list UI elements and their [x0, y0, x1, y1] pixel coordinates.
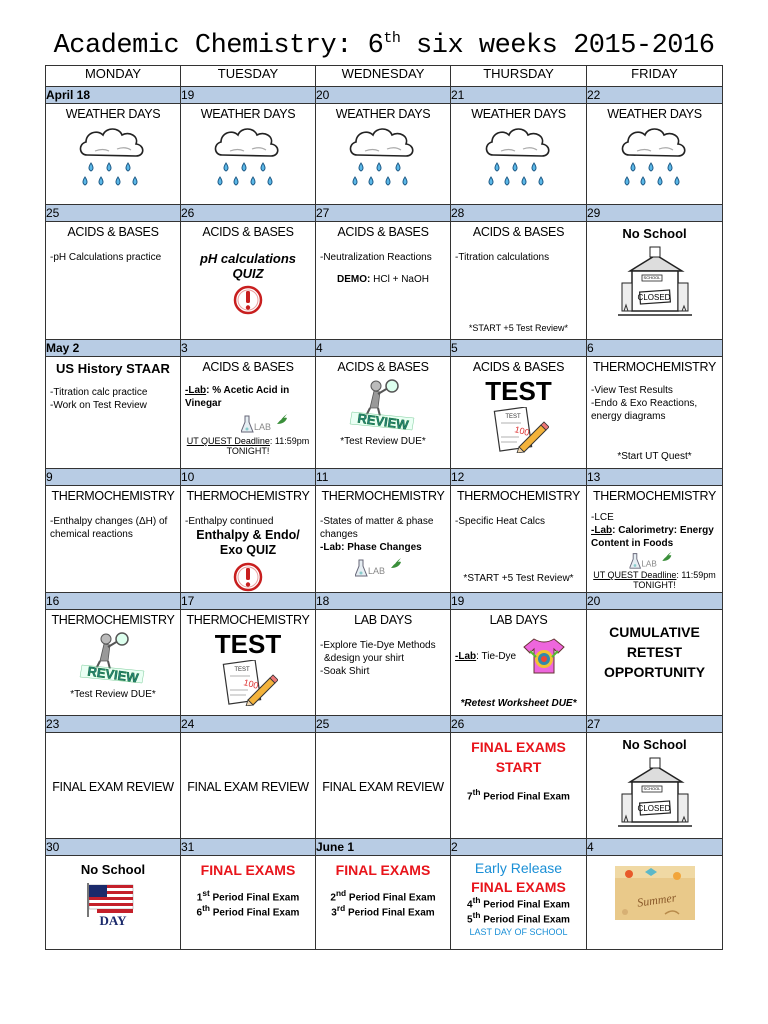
svg-text:REVIEW: REVIEW — [356, 410, 410, 433]
day-cell — [46, 104, 181, 205]
quiz-label: QUIZ — [232, 266, 264, 281]
subject-label: ACIDS & BASES — [337, 225, 429, 239]
day-cell — [181, 733, 316, 839]
day-cell — [181, 104, 316, 205]
date-number: 2 — [451, 839, 587, 856]
lab-title: : % Acetic Acid in Vinegar — [185, 385, 290, 409]
date-number: 27 — [316, 205, 451, 222]
date-row — [46, 205, 723, 222]
date-number: 5 — [451, 340, 587, 357]
activity-text: -View Test Results — [591, 385, 673, 396]
period-exam: 1st Period Final Exam — [196, 888, 300, 904]
day-friday: FRIDAY — [587, 66, 723, 87]
test-paper-icon — [218, 660, 278, 706]
date-number: 23 — [46, 716, 181, 733]
date-number: 26 — [451, 716, 587, 733]
day-thursday: THURSDAY — [451, 66, 587, 87]
subject-label: LAB DAYS — [354, 613, 412, 627]
subject-label: THERMOCHEMISTRY — [592, 489, 717, 503]
date-number: 12 — [451, 469, 587, 486]
activity-text: -Titration calc practice — [50, 387, 148, 398]
period-exam: 6th Period Final Exam — [196, 903, 300, 919]
day-cell — [181, 357, 316, 469]
date-number: 20 — [316, 87, 451, 104]
date-row — [46, 839, 723, 856]
final-exams-start: START — [495, 759, 542, 775]
review-icon — [78, 631, 148, 687]
weather-days-label: WEATHER DAYS — [471, 107, 566, 121]
subject-label: THERMOCHEMISTRY — [51, 613, 175, 627]
day-cell — [316, 733, 451, 839]
day-cell — [316, 610, 451, 716]
calendar-table — [45, 65, 723, 950]
day-wednesday: WEDNESDAY — [316, 66, 451, 87]
school-closed-icon — [616, 756, 694, 834]
date-number: 25 — [316, 716, 451, 733]
day-cell — [46, 486, 181, 593]
day-cell — [587, 486, 723, 593]
demo-label: DEMO: — [337, 274, 371, 285]
week-row — [46, 486, 723, 593]
day-cell — [587, 357, 723, 469]
page-title: Academic Chemistry: 6th six weeks 2015-2016 — [53, 30, 715, 61]
date-number: 9 — [46, 469, 181, 486]
svg-text:TEST: TEST — [504, 414, 521, 420]
day-monday: MONDAY — [46, 66, 181, 87]
svg-text:100: 100 — [242, 677, 260, 691]
svg-text:LAB: LAB — [640, 559, 657, 569]
subject-label: THERMOCHEMISTRY — [186, 489, 310, 503]
day-cell — [316, 486, 451, 593]
subject-label: THERMOCHEMISTRY — [592, 360, 717, 374]
final-review-label: FINAL EXAM REVIEW — [52, 780, 174, 794]
deadline-note: TONIGHT! — [633, 580, 676, 590]
memorial-day-icon — [83, 881, 143, 929]
test-paper-icon — [489, 407, 549, 453]
activity-text: -Specific Heat Calcs — [455, 516, 546, 527]
date-number: 19 — [451, 593, 587, 610]
svg-text:100: 100 — [512, 424, 531, 438]
svg-text:Summer: Summer — [635, 890, 677, 910]
day-cell — [46, 733, 181, 839]
day-cell — [181, 222, 316, 340]
day-cell — [587, 104, 723, 205]
final-exams-label: FINAL EXAMS — [335, 862, 431, 878]
activity-text: -Explore Tie-Dye Methods — [320, 640, 436, 651]
subject-label: THERMOCHEMISTRY — [456, 489, 581, 503]
day-cell — [451, 856, 587, 950]
date-number: 27 — [587, 716, 723, 733]
tie-dye-shirt-icon — [522, 637, 566, 675]
final-exams-label: FINAL EXAMS — [471, 879, 566, 895]
weather-days-label: WEATHER DAYS — [335, 107, 431, 121]
date-number: 3 — [181, 340, 316, 357]
date-number: 29 — [587, 205, 723, 222]
date-number: 31 — [181, 839, 316, 856]
subject-label: ACIDS & BASES — [472, 360, 565, 374]
day-cell — [316, 104, 451, 205]
date-number: 13 — [587, 469, 723, 486]
deadline-time: : 11:59pm — [676, 570, 716, 580]
activity-text: -Neutralization Reactions — [320, 252, 432, 263]
week-row — [46, 357, 723, 469]
day-cell — [46, 856, 181, 950]
activity-text: -pH Calculations practice — [50, 252, 162, 263]
date-number: May 2 — [46, 340, 181, 357]
svg-text:DAY: DAY — [99, 913, 127, 928]
summer-beach-icon — [615, 866, 695, 920]
deadline-time: : 11:59pm — [269, 436, 310, 446]
lab-icon — [627, 550, 683, 570]
day-cell — [46, 610, 181, 716]
activity-text: -Endo & Exo Reactions, energy diagrams — [591, 398, 698, 422]
final-review-label: FINAL EXAM REVIEW — [322, 780, 444, 794]
activity-text: -Enthalpy continued — [185, 516, 274, 527]
week-row — [46, 610, 723, 716]
week-row — [46, 222, 723, 340]
date-number: 21 — [451, 87, 587, 104]
review-note: *START +5 Test Review* — [468, 323, 569, 333]
date-number: 18 — [316, 593, 451, 610]
activity-text: -LCE — [591, 512, 614, 523]
last-day-label: LAST DAY OF SCHOOL — [469, 926, 568, 937]
svg-text:LAB: LAB — [254, 422, 272, 432]
lab-label: -Lab — [455, 650, 477, 662]
day-cell — [181, 610, 316, 716]
final-exams-label: FINAL EXAMS — [471, 739, 566, 755]
activity-text: -States of matter & phase changes — [320, 516, 434, 540]
day-tuesday: TUESDAY — [181, 66, 316, 87]
lab-label: -Lab — [591, 525, 613, 536]
period-exam: 2nd Period Final Exam — [330, 888, 436, 904]
date-row — [46, 340, 723, 357]
svg-text:SCHOOL: SCHOOL — [643, 786, 660, 791]
date-number: 10 — [181, 469, 316, 486]
day-cell — [451, 486, 587, 593]
review-icon — [348, 378, 418, 434]
start-note: *Start UT Quest* — [617, 451, 692, 462]
date-row — [46, 716, 723, 733]
deadline-label: UT QUEST Deadline — [593, 570, 677, 580]
svg-text:TEST: TEST — [234, 667, 250, 673]
week-row — [46, 104, 723, 205]
subject-label: THERMOCHEMISTRY — [321, 489, 445, 503]
activity-text: -Work on Test Review — [50, 400, 147, 411]
subject-label: ACIDS & BASES — [202, 225, 294, 239]
day-cell — [451, 357, 587, 469]
day-cell — [451, 610, 587, 716]
subject-label: ACIDS & BASES — [67, 225, 159, 239]
period-exam: 7th Period Final Exam — [467, 787, 570, 803]
activity-text: -Soak Shirt — [320, 666, 370, 677]
day-cell — [316, 856, 451, 950]
rain-cloud-icon — [615, 125, 695, 191]
deadline-label: UT QUEST Deadline — [186, 436, 270, 446]
rain-cloud-icon — [73, 125, 153, 191]
deadline-note: TONIGHT! — [226, 446, 270, 456]
svg-text:LAB: LAB — [368, 566, 386, 576]
svg-text:CLOSED: CLOSED — [637, 293, 670, 302]
date-number: 4 — [587, 839, 723, 856]
lab-title: : Tie-Dye — [476, 650, 517, 662]
subject-label: ACIDS & BASES — [337, 360, 429, 374]
rain-cloud-icon — [208, 125, 288, 191]
final-exams-label: FINAL EXAMS — [200, 862, 296, 878]
subject-label: LAB DAYS — [489, 613, 548, 627]
day-cell — [587, 610, 723, 716]
date-number: 17 — [181, 593, 316, 610]
day-cell — [46, 222, 181, 340]
day-cell — [587, 856, 723, 950]
date-number: 11 — [316, 469, 451, 486]
demo-text: HCl + NaOH — [370, 274, 429, 285]
date-number: April 18 — [46, 87, 181, 104]
week-row — [46, 856, 723, 950]
school-closed-icon — [616, 245, 694, 323]
lab-text: -Lab: Phase Changes — [320, 542, 422, 553]
date-number: 6 — [587, 340, 723, 357]
retest-label: CUMULATIVE RETEST OPPORTUNITY — [603, 624, 706, 680]
lab-icon — [355, 556, 411, 578]
date-number: 22 — [587, 87, 723, 104]
svg-text:REVIEW: REVIEW — [86, 663, 140, 686]
subject-label: ACIDS & BASES — [202, 360, 294, 374]
staar-label: US History STAAR — [56, 361, 170, 376]
date-number: 20 — [587, 593, 723, 610]
day-cell — [451, 104, 587, 205]
date-number: June 1 — [316, 839, 451, 856]
alert-icon — [233, 285, 263, 315]
day-cell — [587, 733, 723, 839]
no-school-label: No School — [622, 226, 687, 241]
alert-icon — [233, 562, 263, 592]
day-cell — [46, 357, 181, 469]
date-number: 19 — [181, 87, 316, 104]
activity-text: -Titration calculations — [455, 252, 550, 263]
period-exam: 5th Period Final Exam — [467, 910, 570, 926]
svg-text:SCHOOL: SCHOOL — [643, 275, 660, 280]
weather-days-label: WEATHER DAYS — [607, 107, 702, 121]
review-note: *START +5 Test Review* — [463, 573, 574, 584]
date-number: 25 — [46, 205, 181, 222]
activity-text: -Enthalpy changes (ΔH) of chemical reactions — [50, 516, 168, 540]
date-row — [46, 87, 723, 104]
review-due-note: *Test Review DUE* — [340, 436, 426, 447]
lab-title: : Calorimetry: Energy Content in Foods — [591, 525, 714, 549]
date-number: 30 — [46, 839, 181, 856]
quiz-title: pH calculations — [199, 251, 297, 266]
day-cell — [587, 222, 723, 340]
rain-cloud-icon — [343, 125, 423, 191]
period-exam: 3rd Period Final Exam — [331, 903, 435, 919]
lab-label: -Lab — [185, 385, 207, 396]
date-number: 24 — [181, 716, 316, 733]
day-cell — [181, 486, 316, 593]
day-cell — [451, 222, 587, 340]
retest-note: *Retest Worksheet DUE* — [460, 698, 577, 709]
early-release-label: Early Release — [474, 860, 563, 876]
weather-days-label: WEATHER DAYS — [65, 107, 161, 121]
period-exam: 4th Period Final Exam — [467, 895, 570, 911]
day-cell — [181, 856, 316, 950]
date-number: 16 — [46, 593, 181, 610]
activity-text: &design your shirt — [324, 653, 405, 664]
final-review-label: FINAL EXAM REVIEW — [187, 780, 309, 794]
test-label: TEST — [485, 376, 552, 406]
date-number: 26 — [181, 205, 316, 222]
day-cell — [316, 222, 451, 340]
rain-cloud-icon — [479, 125, 559, 191]
day-cell — [316, 357, 451, 469]
date-number: 4 — [316, 340, 451, 357]
week-row — [46, 733, 723, 839]
day-header-row — [46, 66, 723, 87]
subject-label: THERMOCHEMISTRY — [51, 489, 175, 503]
test-label: TEST — [214, 629, 282, 659]
quiz-title: Enthalpy & Endo/ Exo QUIZ — [196, 528, 300, 557]
svg-text:CLOSED: CLOSED — [637, 804, 670, 813]
no-school-label: No School — [622, 737, 687, 752]
subject-label: THERMOCHEMISTRY — [186, 613, 310, 627]
weather-days-label: WEATHER DAYS — [200, 107, 296, 121]
lab-icon — [241, 412, 297, 434]
date-row — [46, 593, 723, 610]
subject-label: ACIDS & BASES — [472, 225, 565, 239]
date-number: 28 — [451, 205, 587, 222]
review-due-note: *Test Review DUE* — [70, 689, 156, 700]
no-school-label: No School — [80, 862, 146, 877]
day-cell — [451, 733, 587, 839]
date-row — [46, 469, 723, 486]
